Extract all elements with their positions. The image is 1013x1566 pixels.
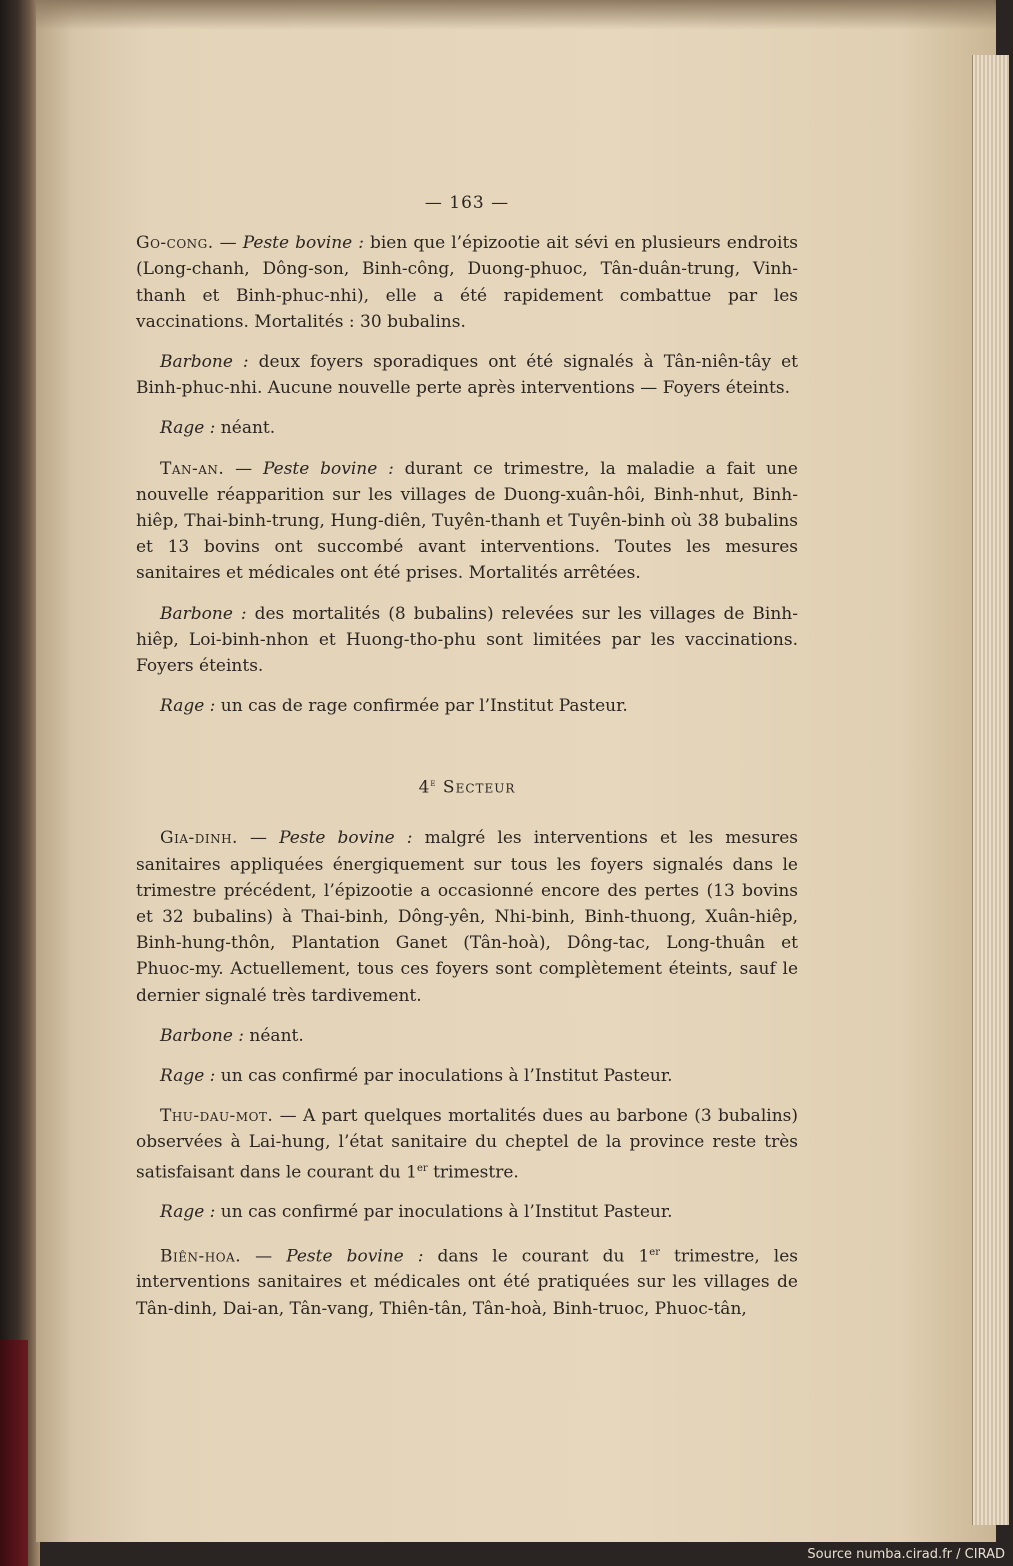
paragraph-rage: Rage : un cas confirmé par inoculations à l’Institut Pasteur. <box>160 1065 673 1086</box>
page-number: — 163 — <box>424 193 510 213</box>
paragraph-barbone: Barbone : néant. <box>160 1025 304 1046</box>
page-edges <box>972 55 1009 1525</box>
source-credit: Source numba.cirad.fr / CIRAD <box>807 1547 1005 1562</box>
paragraph-rage: Rage : un cas de rage confirmée par l’Institut Pasteur. <box>160 696 628 717</box>
section-heading: 4e Secteur <box>418 778 516 799</box>
paragraph-barbone: Barbone : deux foyers sporadiques ont été signalés à Tân-niên-tây et Binh-phuc-nhi. Aucune nouvelle perte après interventions — Foyers éteints. <box>136 352 798 399</box>
page-text <box>136 190 798 1336</box>
paragraph-bien-hoa: Biên-hoa. — Peste bovine : dans le courant du 1er trimestre, les interventions sanitaires et médicales ont été pratiquées sur les villages de Tân-dinh, Dai-an, Tân-vang, Thiên-tân, Tân-hoà, Binh-truoc, Phuoc-tân, <box>136 1246 798 1319</box>
paragraph-tan-an: Tan-an. — Peste bovine : durant ce trimestre, la maladie a fait une nouvelle réapparition sur les villages de Duong-xuân-hôi, Binh-nhut, Binh-hiêp, Thai-binh-trung, Hung-diên, Tuyên-thanh et Tuyên-binh où 38 bubalins et 13 bovins ont succombé avant interventions. Toutes les mesures sanitaires et médicales ont été prises. Mortalités arrêtées. <box>136 458 798 584</box>
paragraph-barbone: Barbone : des mortalités (8 bubalins) relevées sur les villages de Binh-hiêp, Loi-binh-nhon et Huong-tho-phu sont limitées par les vaccinations. Foyers éteints. <box>136 603 798 677</box>
paragraph-go-cong: Go-cong. — Peste bovine : bien que l’épizootie ait sévi en plusieurs endroits (Long-chanh, Dông-son, Binh-công, Duong-phuoc, Tân-duân-trung, Vinh-thanh et Binh-phuc-nhi), elle a été rapidement combattue par les vaccinations. Mortalités : 30 bubalins. <box>136 233 799 332</box>
paragraph-rage: Rage : néant. <box>160 418 276 439</box>
paragraph-gia-dinh: Gia-dinh. — Peste bovine : malgré les interventions et les mesures sanitaires appliquées énergiquement sur tous les foyers signalés dans le trimestre précédent, l’épizootie a occasionné encore des pertes (13 bovins et 32 bubalins) à Thai-binh, Dông-yên, Nhi-binh, Binh-thuong, Xuân-hiêp, Binh-hung-thôn, Plantation Ganet (Tân-hoà), Dông-tac, Long-thuân et Phuoc-my. Actuellement, tous ces foyers sont complètement éteints, sauf le dernier signalé très tardivement. <box>136 828 798 1006</box>
paragraph-thu-dau-mot: Thu-dau-mot. — A part quelques mortalités dues au barbone (3 bubalins) observées à Lai-hung, l’état sanitaire du cheptel de la province reste très satisfaisant dans le courant du 1er trimestre. <box>136 1106 798 1183</box>
spine-binding <box>0 1340 28 1566</box>
book-spine <box>0 0 40 1566</box>
paragraph-rage: Rage : un cas confirmé par inoculations à l’Institut Pasteur. <box>160 1202 673 1223</box>
page-shadow <box>36 0 996 30</box>
